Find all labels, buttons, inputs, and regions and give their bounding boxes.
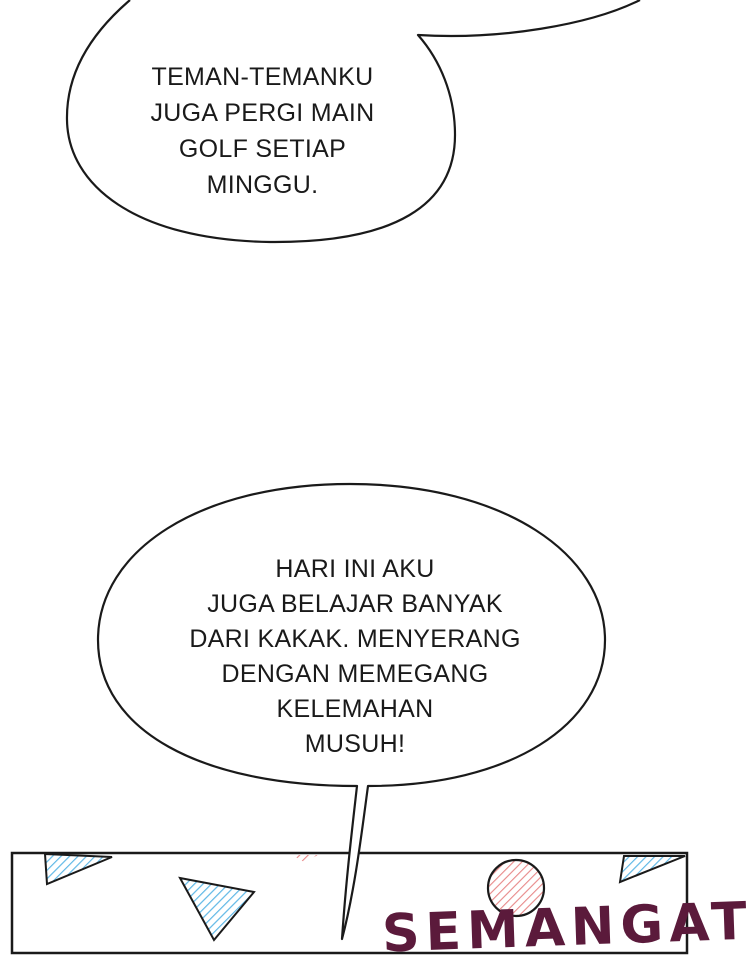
bubble-2-text: HARI INI AKU JUGA BELAJAR BANYAK DARI KAKAK. MENYERANG DENGAN MEMEGANG KELEMAHAN MUSUH! — [189, 555, 521, 758]
bubble-1-text: TEMAN-TEMANKU JUGA PERGI MAIN GOLF SETIAP MINGGU. — [150, 63, 375, 199]
sfx-text: SEMANGAT — [381, 891, 754, 964]
